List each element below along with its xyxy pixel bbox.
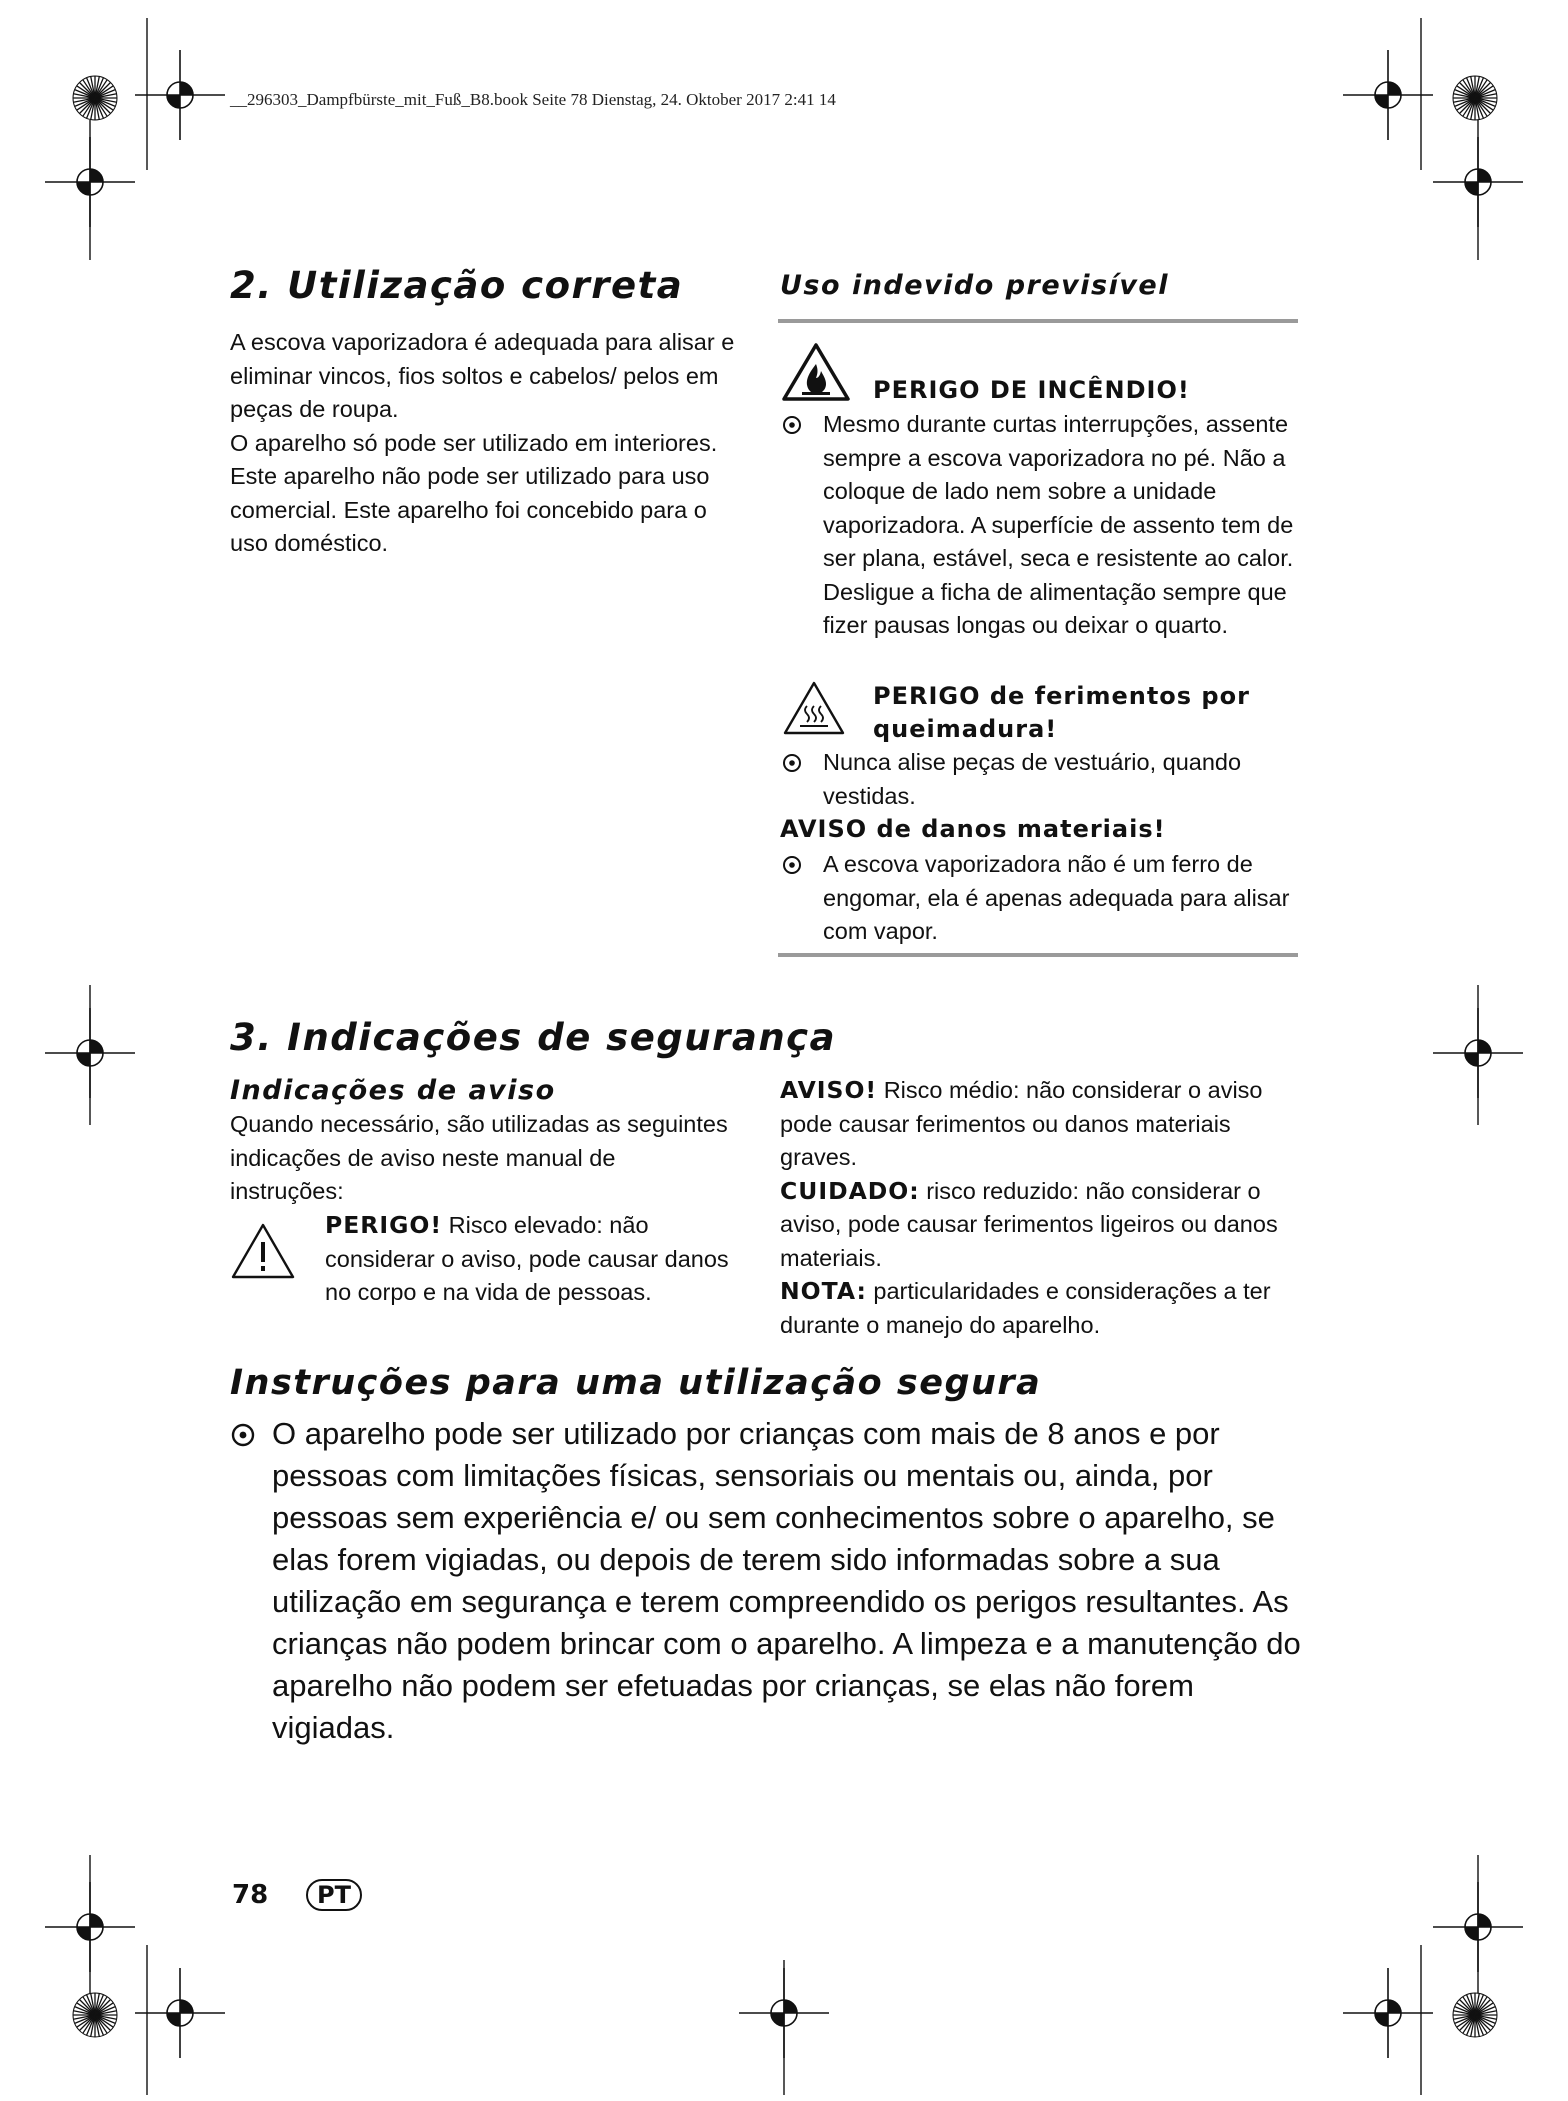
bullet-icon xyxy=(230,1413,258,1455)
warnings-intro: Quando necessário, são utilizadas as seguintes indicações de aviso neste manual de instruções: xyxy=(230,1111,728,1204)
fire-danger-text: Mesmo durante curtas interrupções, assente sempre a escova vaporizadora no pé. Não a coloque de lado nem sobre a unidade vaporizadora. A superfície de assento tem de ser plana, estável, seca e resistente ao calor. Desligue a ficha de alimentação sempre que fizer pausas longas ou deixar o quarto. xyxy=(823,411,1294,638)
warning-definition xyxy=(780,1074,1300,1175)
damage-warning-item xyxy=(782,848,1302,949)
note-text: particularidades e considerações a ter durante o manejo do aparelho. xyxy=(780,1278,1271,1338)
warnings-title: Indicações de aviso xyxy=(230,1075,556,1106)
damage-warning-title: AVISO de danos materiais! xyxy=(780,815,1166,843)
bullet-icon xyxy=(782,408,804,441)
page-number: 78 xyxy=(232,1880,269,1910)
hot-surface-warning-icon xyxy=(782,680,846,736)
danger-definition xyxy=(325,1209,745,1310)
danger-warning-icon xyxy=(230,1222,296,1280)
caution-definition xyxy=(780,1175,1300,1276)
safe-use-text: O aparelho pode ser utilizado por crianças com mais de 8 anos e por pessoas com limitações físicas, sensoriais ou mentais ou, ainda, por pessoas sem experiência e/ ou sem conhecimentos sobre o aparelho, se elas forem vigiadas, ou depois de terem sido informadas sobre a sua utilização em segurança e terem compreendido os perigos resultantes. As crianças não podem brincar com o aparelho. A limpeza e a manutenção do aparelho não podem ser efetuadas por crianças, se elas não forem vigiadas. xyxy=(272,1416,1301,1745)
language-badge: PT xyxy=(306,1879,362,1911)
fire-warning-icon xyxy=(782,342,850,402)
paragraph: O aparelho só pode ser utilizado em interiores. xyxy=(230,429,718,456)
divider-top xyxy=(778,319,1298,323)
note-label: NOTA: xyxy=(780,1277,867,1305)
danger-text: Risco elevado: não considerar o aviso, pode causar danos no corpo e na vida de pessoas. xyxy=(325,1212,729,1305)
section-3-title: 3. Indicações de segurança xyxy=(230,1016,837,1059)
bullet-icon xyxy=(782,746,804,779)
danger-label: PERIGO! xyxy=(325,1211,443,1239)
safe-use-title: Instruções para uma utilização segura xyxy=(230,1363,1042,1403)
section-2-body xyxy=(230,326,750,561)
signal-word-definitions xyxy=(780,1074,1300,1342)
fire-danger-item xyxy=(782,408,1302,643)
section-2-title: 2. Utilização correta xyxy=(230,264,684,307)
burn-danger-title: PERIGO de ferimentos por queimadura! xyxy=(873,682,1250,743)
divider-bottom xyxy=(778,953,1298,957)
misuse-title: Uso indevido previsível xyxy=(780,270,1169,301)
paragraph: Este aparelho não pode ser utilizado para uso comercial. Este aparelho foi concebido para o uso doméstico. xyxy=(230,463,710,556)
damage-warning-text: A escova vaporizadora não é um ferro de engomar, ela é apenas adequada para alisar com vapor. xyxy=(823,851,1290,944)
safe-use-item xyxy=(230,1413,1305,1749)
caution-label: CUIDADO: xyxy=(780,1176,920,1205)
warning-text: Risco médio: não considerar o aviso pode causar ferimentos ou danos materiais graves. xyxy=(780,1077,1263,1170)
note-definition xyxy=(780,1275,1300,1342)
burn-danger-text: Nunca alise peças de vestuário, quando vestidas. xyxy=(823,749,1242,809)
bullet-icon xyxy=(782,848,804,881)
fire-danger-title: PERIGO DE INCÊNDIO! xyxy=(873,376,1190,404)
warning-label: AVISO! xyxy=(780,1076,878,1104)
paragraph: A escova vaporizadora é adequada para alisar e eliminar vincos, fios soltos e cabelos/ pelos em peças de roupa. xyxy=(230,329,735,422)
burn-danger-item xyxy=(782,746,1302,813)
print-header: __296303_Dampfbürste_mit_Fuß_B8.book Seite 78 Dienstag, 24. Oktober 2017 2:41 14 xyxy=(230,90,836,109)
caution-text: risco reduzido: não considerar o aviso, pode causar ferimentos ligeiros ou danos materiais. xyxy=(780,1177,1278,1271)
